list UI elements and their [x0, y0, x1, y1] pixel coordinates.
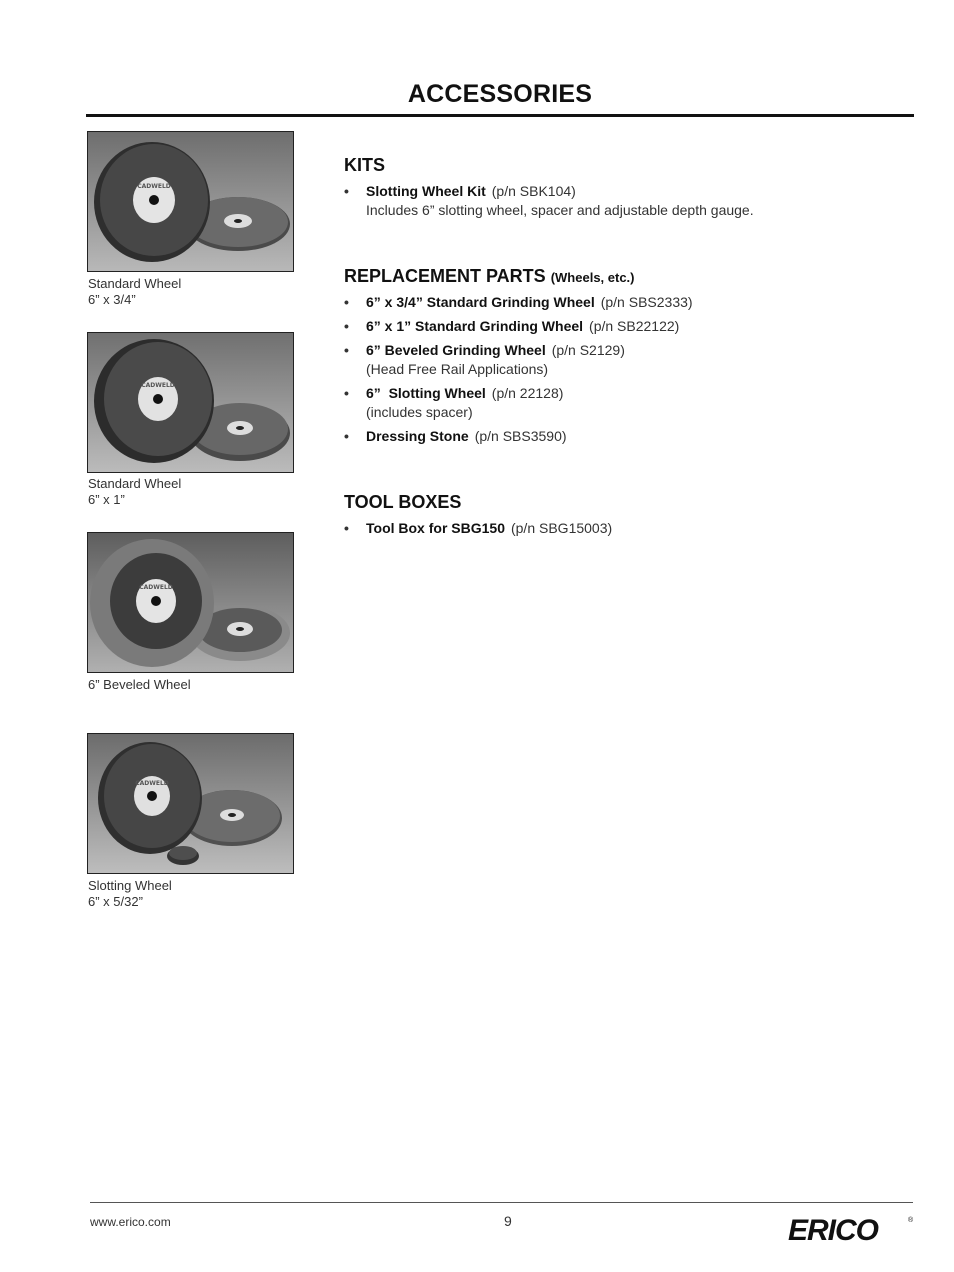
- title-rule: [86, 114, 914, 117]
- section-title-kits: KITS: [344, 155, 386, 175]
- photo-caption: Standard Wheel 6” x 3/4”: [88, 276, 182, 307]
- section-title-replacement-parts: REPLACEMENT PARTS (Wheels, etc.): [344, 266, 635, 286]
- section-title-tool-boxes: TOOL BOXES: [344, 492, 462, 512]
- grinding-wheel-image: [88, 132, 293, 271]
- list-item: • 6” Beveled Grinding Wheel (p/n S2129) (Head Free Rail Applications): [344, 341, 904, 379]
- photo-slotting-wheel: [87, 733, 294, 874]
- item-note: (includes spacer): [366, 404, 473, 420]
- item-note: Includes 6” slotting wheel, spacer and adjustable depth gauge.: [366, 202, 754, 218]
- item-note: (Head Free Rail Applications): [366, 361, 549, 377]
- part-number: (p/n SBS3590): [474, 428, 567, 444]
- replacement-parts-list: [344, 293, 904, 451]
- photo-standard-wheel-3-4: [87, 131, 294, 272]
- grinding-wheel-image: [88, 533, 293, 672]
- list-item: • Tool Box for SBG150 (p/n SBG15003): [344, 520, 613, 536]
- footer-rule: [90, 1202, 913, 1203]
- item-name: Tool Box for SBG150: [366, 520, 505, 536]
- photo-caption: Slotting Wheel 6” x 5/32”: [88, 878, 172, 909]
- list-item: • 6” x 3/4” Standard Grinding Wheel (p/n SBS2333): [344, 294, 693, 310]
- bullet: •: [344, 183, 349, 199]
- page-number: 9: [504, 1213, 512, 1229]
- item-name: Slotting Wheel Kit: [366, 183, 486, 199]
- wheel-label-text: CADWELD: [141, 382, 175, 389]
- section-subtitle: (Wheels, etc.): [550, 270, 635, 285]
- grinding-wheel-image: [88, 333, 293, 472]
- item-name: Dressing Stone: [366, 428, 469, 444]
- tool-boxes-list: [344, 519, 904, 543]
- list-item: [344, 182, 904, 220]
- erico-logo: [786, 1212, 916, 1244]
- photo-caption: Standard Wheel 6” x 1”: [88, 476, 182, 507]
- wheel-label-text: CADWELD: [135, 780, 169, 787]
- part-number: (p/n S2129): [551, 342, 625, 358]
- part-number: (p/n SBK104): [491, 183, 576, 199]
- item-name: 6” x 1” Standard Grinding Wheel: [366, 318, 584, 334]
- wheel-label-text: CADWELD: [139, 584, 173, 591]
- photo-standard-wheel-1: [87, 332, 294, 473]
- svg-text:ERICO: ERICO: [788, 1214, 879, 1244]
- part-number: (p/n SBG15003): [510, 520, 613, 536]
- grinding-wheel-image: [88, 734, 293, 873]
- part-number: (p/n SB22122): [589, 318, 680, 334]
- list-item: • 6” Slotting Wheel (p/n 22128) (includes spacer): [344, 384, 904, 422]
- part-number: (p/n SBS2333): [600, 294, 693, 310]
- item-name: 6” Slotting Wheel: [366, 385, 486, 401]
- page-title: ACCESSORIES: [407, 80, 593, 108]
- kits-list: [344, 182, 904, 225]
- photo-beveled-wheel: [87, 532, 294, 673]
- part-number: (p/n 22128): [491, 385, 564, 401]
- wheel-label-text: CADWELD: [137, 183, 171, 190]
- svg-text:®: ®: [908, 1217, 914, 1224]
- photo-caption: 6” Beveled Wheel: [88, 677, 191, 692]
- list-item: • 6” x 1” Standard Grinding Wheel (p/n SB22122): [344, 318, 680, 334]
- list-item: • Dressing Stone (p/n SBS3590): [344, 428, 567, 444]
- item-name: 6” x 3/4” Standard Grinding Wheel: [366, 294, 595, 310]
- footer-website-link[interactable]: www.erico.com: [90, 1215, 171, 1229]
- item-name: 6” Beveled Grinding Wheel: [366, 342, 546, 358]
